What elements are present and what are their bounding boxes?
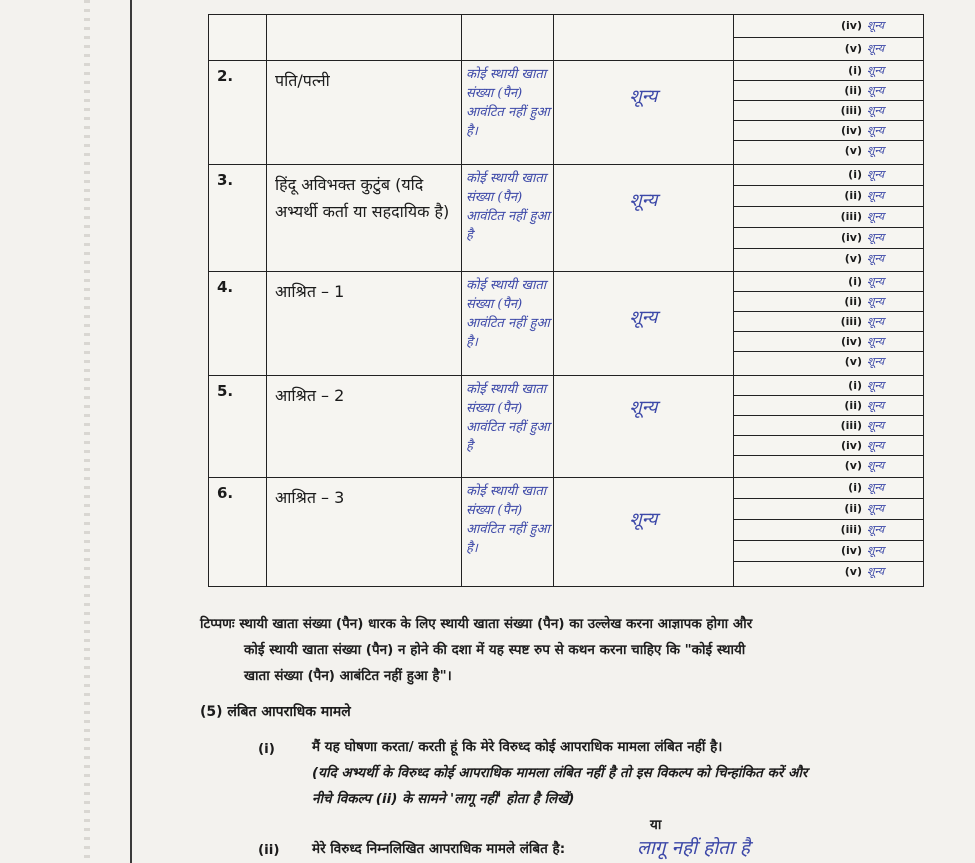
section-heading: (5) लंबित आपराधिक मामले xyxy=(200,704,351,720)
list-item: (ii) शून्य xyxy=(734,186,923,207)
page-binding-dots xyxy=(84,0,90,863)
amount-value: शून्य xyxy=(629,397,658,418)
declaration-text: मैं यह घोषणा करता/ करती हूं कि मेरे विरुध्द कोई आपराधिक मामला लंबित नहीं है। xyxy=(312,739,723,755)
list-item: (iii) शून्य xyxy=(734,207,923,228)
list-item: (iv) शून्य xyxy=(734,228,923,249)
list-item: (iv) शून्य xyxy=(734,332,923,352)
list-item: (v) शून्य xyxy=(844,143,885,157)
list-item: (iii) शून्य xyxy=(734,312,923,332)
option-number: (i) xyxy=(258,741,275,757)
list-item: (i) शून्य xyxy=(734,165,923,186)
option-text xyxy=(312,734,912,812)
list-item: (iii) शून्य xyxy=(734,101,923,121)
list-item: (ii) शून्य xyxy=(734,292,923,312)
pan-note: कोई स्थायी खाता संख्या (पैन) आवंटित नहीं हुआ है। xyxy=(466,278,550,350)
relation-name: आश्रित – 3 xyxy=(275,488,345,507)
pan-footnote xyxy=(200,611,912,689)
relation-name: आश्रित – 1 xyxy=(275,282,345,301)
pan-note: कोई स्थायी खाता संख्या (पैन) आवंटित नहीं हुआ है xyxy=(466,382,550,454)
list-item: (v) शून्य xyxy=(844,458,885,472)
pan-note: कोई स्थायी खाता संख्या (पैन) आवंटित नहीं हुआ है। xyxy=(466,484,550,556)
option-instruction: नीचे विकल्प (ii) के सामने 'लागू नहीं' होता है लिखें) xyxy=(312,791,575,807)
list-item: (v) शून्य xyxy=(844,354,885,368)
amount-value xyxy=(554,15,733,41)
list-item: (v) शून्य xyxy=(844,42,885,55)
list-item: (i) शून्य xyxy=(734,61,923,81)
sub-values-list xyxy=(734,272,923,371)
list-item: (iv) शून्य xyxy=(734,121,923,141)
row-number: 6. xyxy=(217,484,234,502)
footnote-line: टिप्पणः स्थायी खाता संख्या (पैन) धारक के लिए स्थायी खाता संख्या (पैन) का उल्लेख करना आज्ञापक होगा और xyxy=(200,616,753,632)
handwritten-answer: लागू नहीं होता है xyxy=(637,837,751,859)
row-number: 5. xyxy=(217,382,234,400)
table-row xyxy=(209,478,924,587)
pan-note: कोई स्थायी खाता संख्या (पैन) आवंटित नहीं हुआ है। xyxy=(466,67,550,139)
list-item: (iv) शून्य xyxy=(734,436,923,456)
declaration-text: मेरे विरुध्द निम्नलिखित आपराधिक मामले लंबित है: xyxy=(312,841,566,857)
sub-values-list xyxy=(734,61,923,160)
relation-name: आश्रित – 2 xyxy=(275,386,345,405)
list-item: (iv) शून्य xyxy=(734,541,923,562)
footnote-line: कोई स्थायी खाता संख्या (पैन) न होने की दशा में यह स्पष्ट रुप से कथन करना चाहिए कि "कोई स्थायी xyxy=(244,642,746,658)
amount-value: शून्य xyxy=(629,190,658,211)
table-row xyxy=(209,272,924,376)
amount-value: शून्य xyxy=(629,86,658,107)
table-row xyxy=(209,165,924,272)
pan-note: कोई स्थायी खाता संख्या (पैन) आवंटित नहीं हुआ है xyxy=(466,171,550,243)
list-item: (ii) शून्य xyxy=(734,81,923,101)
amount-value: शून्य xyxy=(629,307,658,328)
pan-note xyxy=(462,15,553,19)
row-number: 4. xyxy=(217,278,234,296)
list-item: (ii) शून्य xyxy=(734,499,923,520)
amount-value: शून्य xyxy=(629,509,658,530)
sub-values-list xyxy=(734,478,923,582)
sub-values-list xyxy=(734,165,923,269)
list-item: (v) शून्य xyxy=(844,252,885,265)
list-item: (ii) शून्य xyxy=(734,396,923,416)
table-row xyxy=(209,15,924,61)
row-number: 3. xyxy=(217,171,234,189)
or-label: या xyxy=(650,817,662,833)
row-number xyxy=(209,15,266,21)
list-item: (v) शून्य xyxy=(844,565,885,578)
option-instruction: (यदि अभ्यर्थी के विरुध्द कोई आपराधिक मामला लंबित नहीं है तो इस विकल्प को चिन्हांकित करें और xyxy=(312,765,808,781)
list-item: (iii) शून्य xyxy=(734,520,923,541)
relation-name: पति/पत्नी xyxy=(275,71,330,90)
assets-table xyxy=(208,14,924,587)
footnote-line: खाता संख्या (पैन) आबंटित नहीं हुआ है"। xyxy=(244,668,452,684)
table-row xyxy=(209,376,924,478)
list-item: (i) शून्य xyxy=(734,272,923,292)
page-binding-line xyxy=(130,0,132,863)
relation-name: हिंदू अविभक्त कुटुंब (यदि अभ्यर्थी कर्ता या सहदायिक है) xyxy=(275,175,450,221)
option-number: (ii) xyxy=(258,842,280,858)
list-item: (i) शून्य xyxy=(734,376,923,396)
row-number: 2. xyxy=(217,67,234,85)
sub-values-list xyxy=(734,376,923,475)
list-item: (i) शून्य xyxy=(734,478,923,499)
table-row xyxy=(209,61,924,165)
relation-name xyxy=(267,15,461,21)
list-item: (iii) शून्य xyxy=(734,416,923,436)
list-item: (iv) शून्य xyxy=(734,15,923,38)
sub-values-list xyxy=(734,15,923,60)
